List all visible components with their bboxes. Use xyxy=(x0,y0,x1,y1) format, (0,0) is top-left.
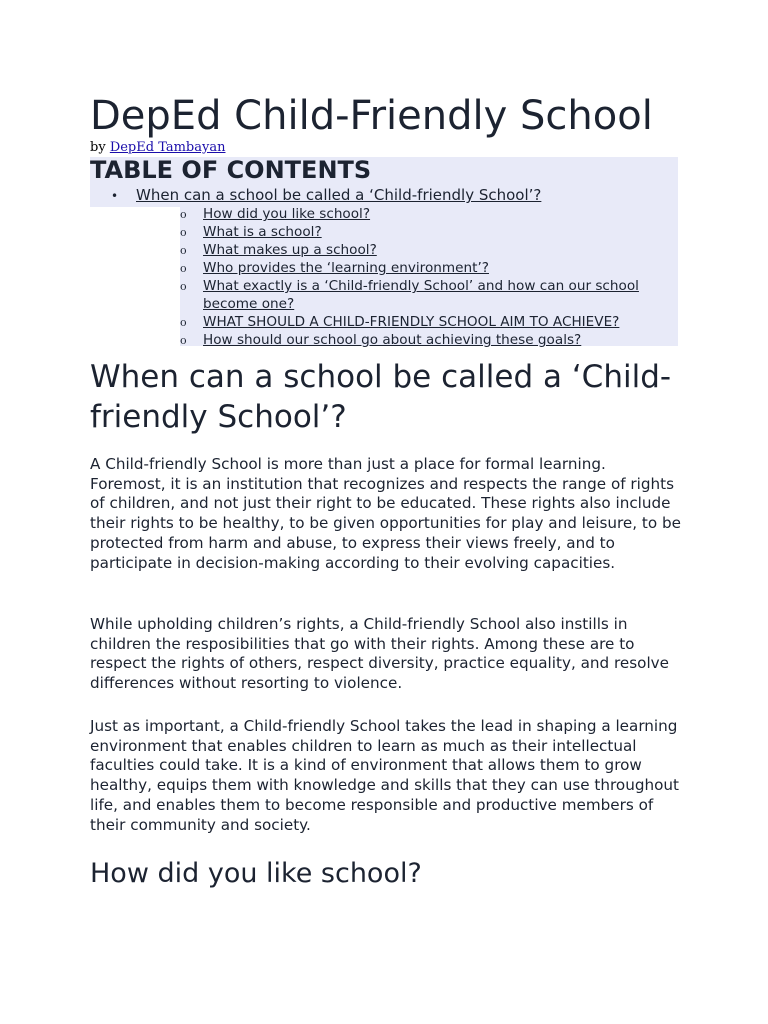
paragraph: While upholding children’s rights, a Child-friendly School also instills in children the resposibilities that go with their rights. Among these are to respect the rights of others, respect diversity, practice equality, and resolve differences without resorting to violence. xyxy=(90,615,670,693)
bullet-icon: • xyxy=(111,189,119,203)
toc-subitem xyxy=(180,223,674,241)
toc-link-main[interactable]: When can a school be called a ‘Child-friendly School’? xyxy=(136,186,542,204)
toc-link[interactable]: What makes up a school? xyxy=(203,242,377,258)
toc-subitem xyxy=(180,313,674,331)
toc-sublist xyxy=(180,205,674,349)
toc-subitem xyxy=(180,331,674,349)
circle-bullet-icon: o xyxy=(180,316,187,329)
toc-subitem xyxy=(180,205,674,223)
toc-subitem xyxy=(180,259,674,277)
byline-prefix: by xyxy=(90,140,106,155)
circle-bullet-icon: o xyxy=(180,226,187,239)
circle-bullet-icon: o xyxy=(180,208,187,221)
paragraph: A Child-friendly School is more than just a place for formal learning. Foremost, it is an institution that recognizes and respects the range of rights of children, and not just their right to be educated. These rights also include their rights to be healthy, to be given opportunities for play and leisure, to be protected from harm and abuse, to express their views freely, and to participate in decision-making according to their evolving capacities. xyxy=(90,455,681,572)
section-heading: When can a school be called a ‘Child-friendly School’? xyxy=(90,359,672,435)
circle-bullet-icon: o xyxy=(180,334,187,347)
toc-link[interactable]: How did you like school? xyxy=(203,206,371,222)
circle-bullet-icon: o xyxy=(180,280,187,293)
toc-link[interactable]: How should our school go about achieving these goals? xyxy=(203,332,582,348)
page-title: DepEd Child-Friendly School xyxy=(90,93,653,139)
toc-link[interactable]: What exactly is a ‘Child-friendly School’ and how can our school become one? xyxy=(203,278,639,312)
section-heading: How did you like school? xyxy=(90,858,422,889)
toc-subitem xyxy=(180,241,674,259)
circle-bullet-icon: o xyxy=(180,244,187,257)
toc-heading: TABLE OF CONTENTS xyxy=(90,156,372,184)
circle-bullet-icon: o xyxy=(180,262,187,275)
toc-link[interactable]: WHAT SHOULD A CHILD-FRIENDLY SCHOOL AIM TO ACHIEVE? xyxy=(203,314,620,330)
table-of-contents xyxy=(90,157,678,346)
paragraph: Just as important, a Child-friendly School takes the lead in shaping a learning environment that enables children to learn as much as their intellectual faculties could take. It is a kind of environment that allows them to grow healthy, equips them with knowledge and skills that they can use throughout life, and enables them to become responsible and productive members of their community and society. xyxy=(90,717,679,834)
toc-link[interactable]: What is a school? xyxy=(203,224,322,240)
author-link[interactable]: DepEd Tambayan xyxy=(109,140,226,155)
toc-item-main xyxy=(111,186,541,205)
toc-subitem xyxy=(180,277,674,313)
toc-link[interactable]: Who provides the ‘learning environment’? xyxy=(203,260,489,276)
byline xyxy=(90,140,225,156)
